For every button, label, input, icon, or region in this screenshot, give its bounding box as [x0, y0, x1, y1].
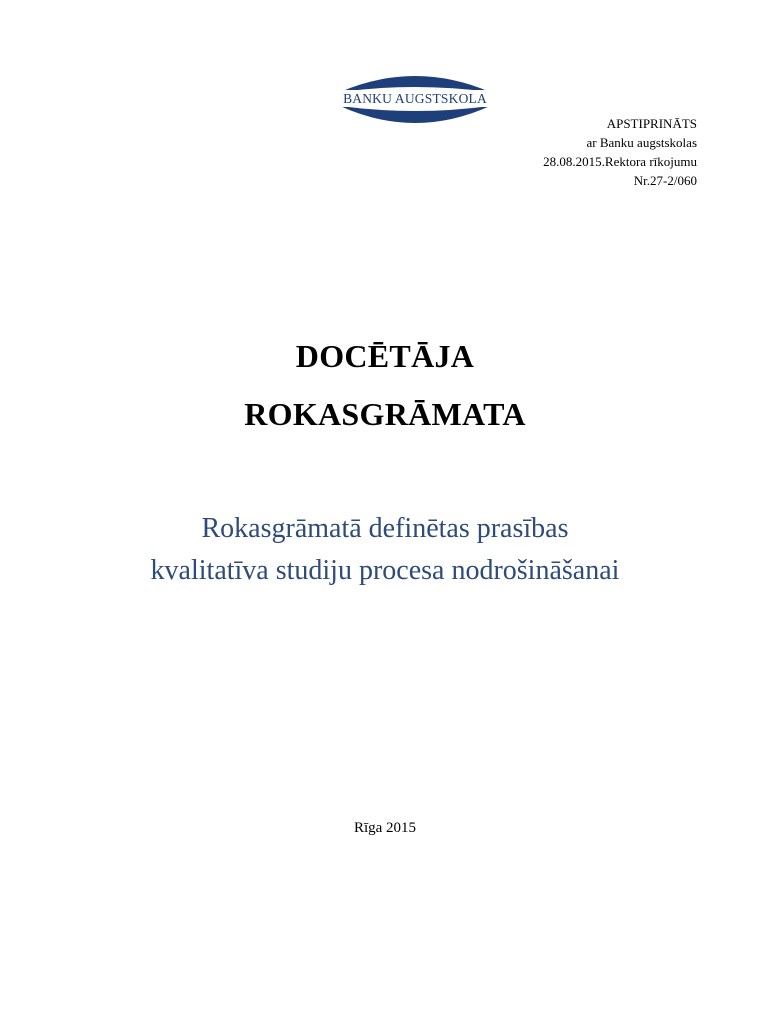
place-and-year: Rīga 2015 [353, 820, 417, 836]
approval-number: Nr.27-2/060 [633, 173, 697, 188]
document-subtitle-line-2: kvalitatīva studiju procesa nodrošināšanai [150, 555, 620, 586]
logo-text: BANKU AUGSTSKOLA [343, 91, 487, 106]
approval-block [543, 114, 697, 190]
document-title-line-1: DOCĒTĀJA [295, 338, 475, 374]
logo-emblem [334, 70, 496, 128]
approval-status: APSTIPRINĀTS [606, 116, 697, 131]
approval-issuer: ar Banku augstskolas [586, 135, 697, 150]
banku-augstskola-logo [334, 70, 496, 128]
document-subtitle-line-1: Rokasgrāmatā definētas prasības [201, 513, 569, 544]
approval-date-order: 28.08.2015.Rektora rīkojumu [543, 154, 697, 169]
document-title-line-2: ROKASGRĀMATA [244, 396, 526, 432]
